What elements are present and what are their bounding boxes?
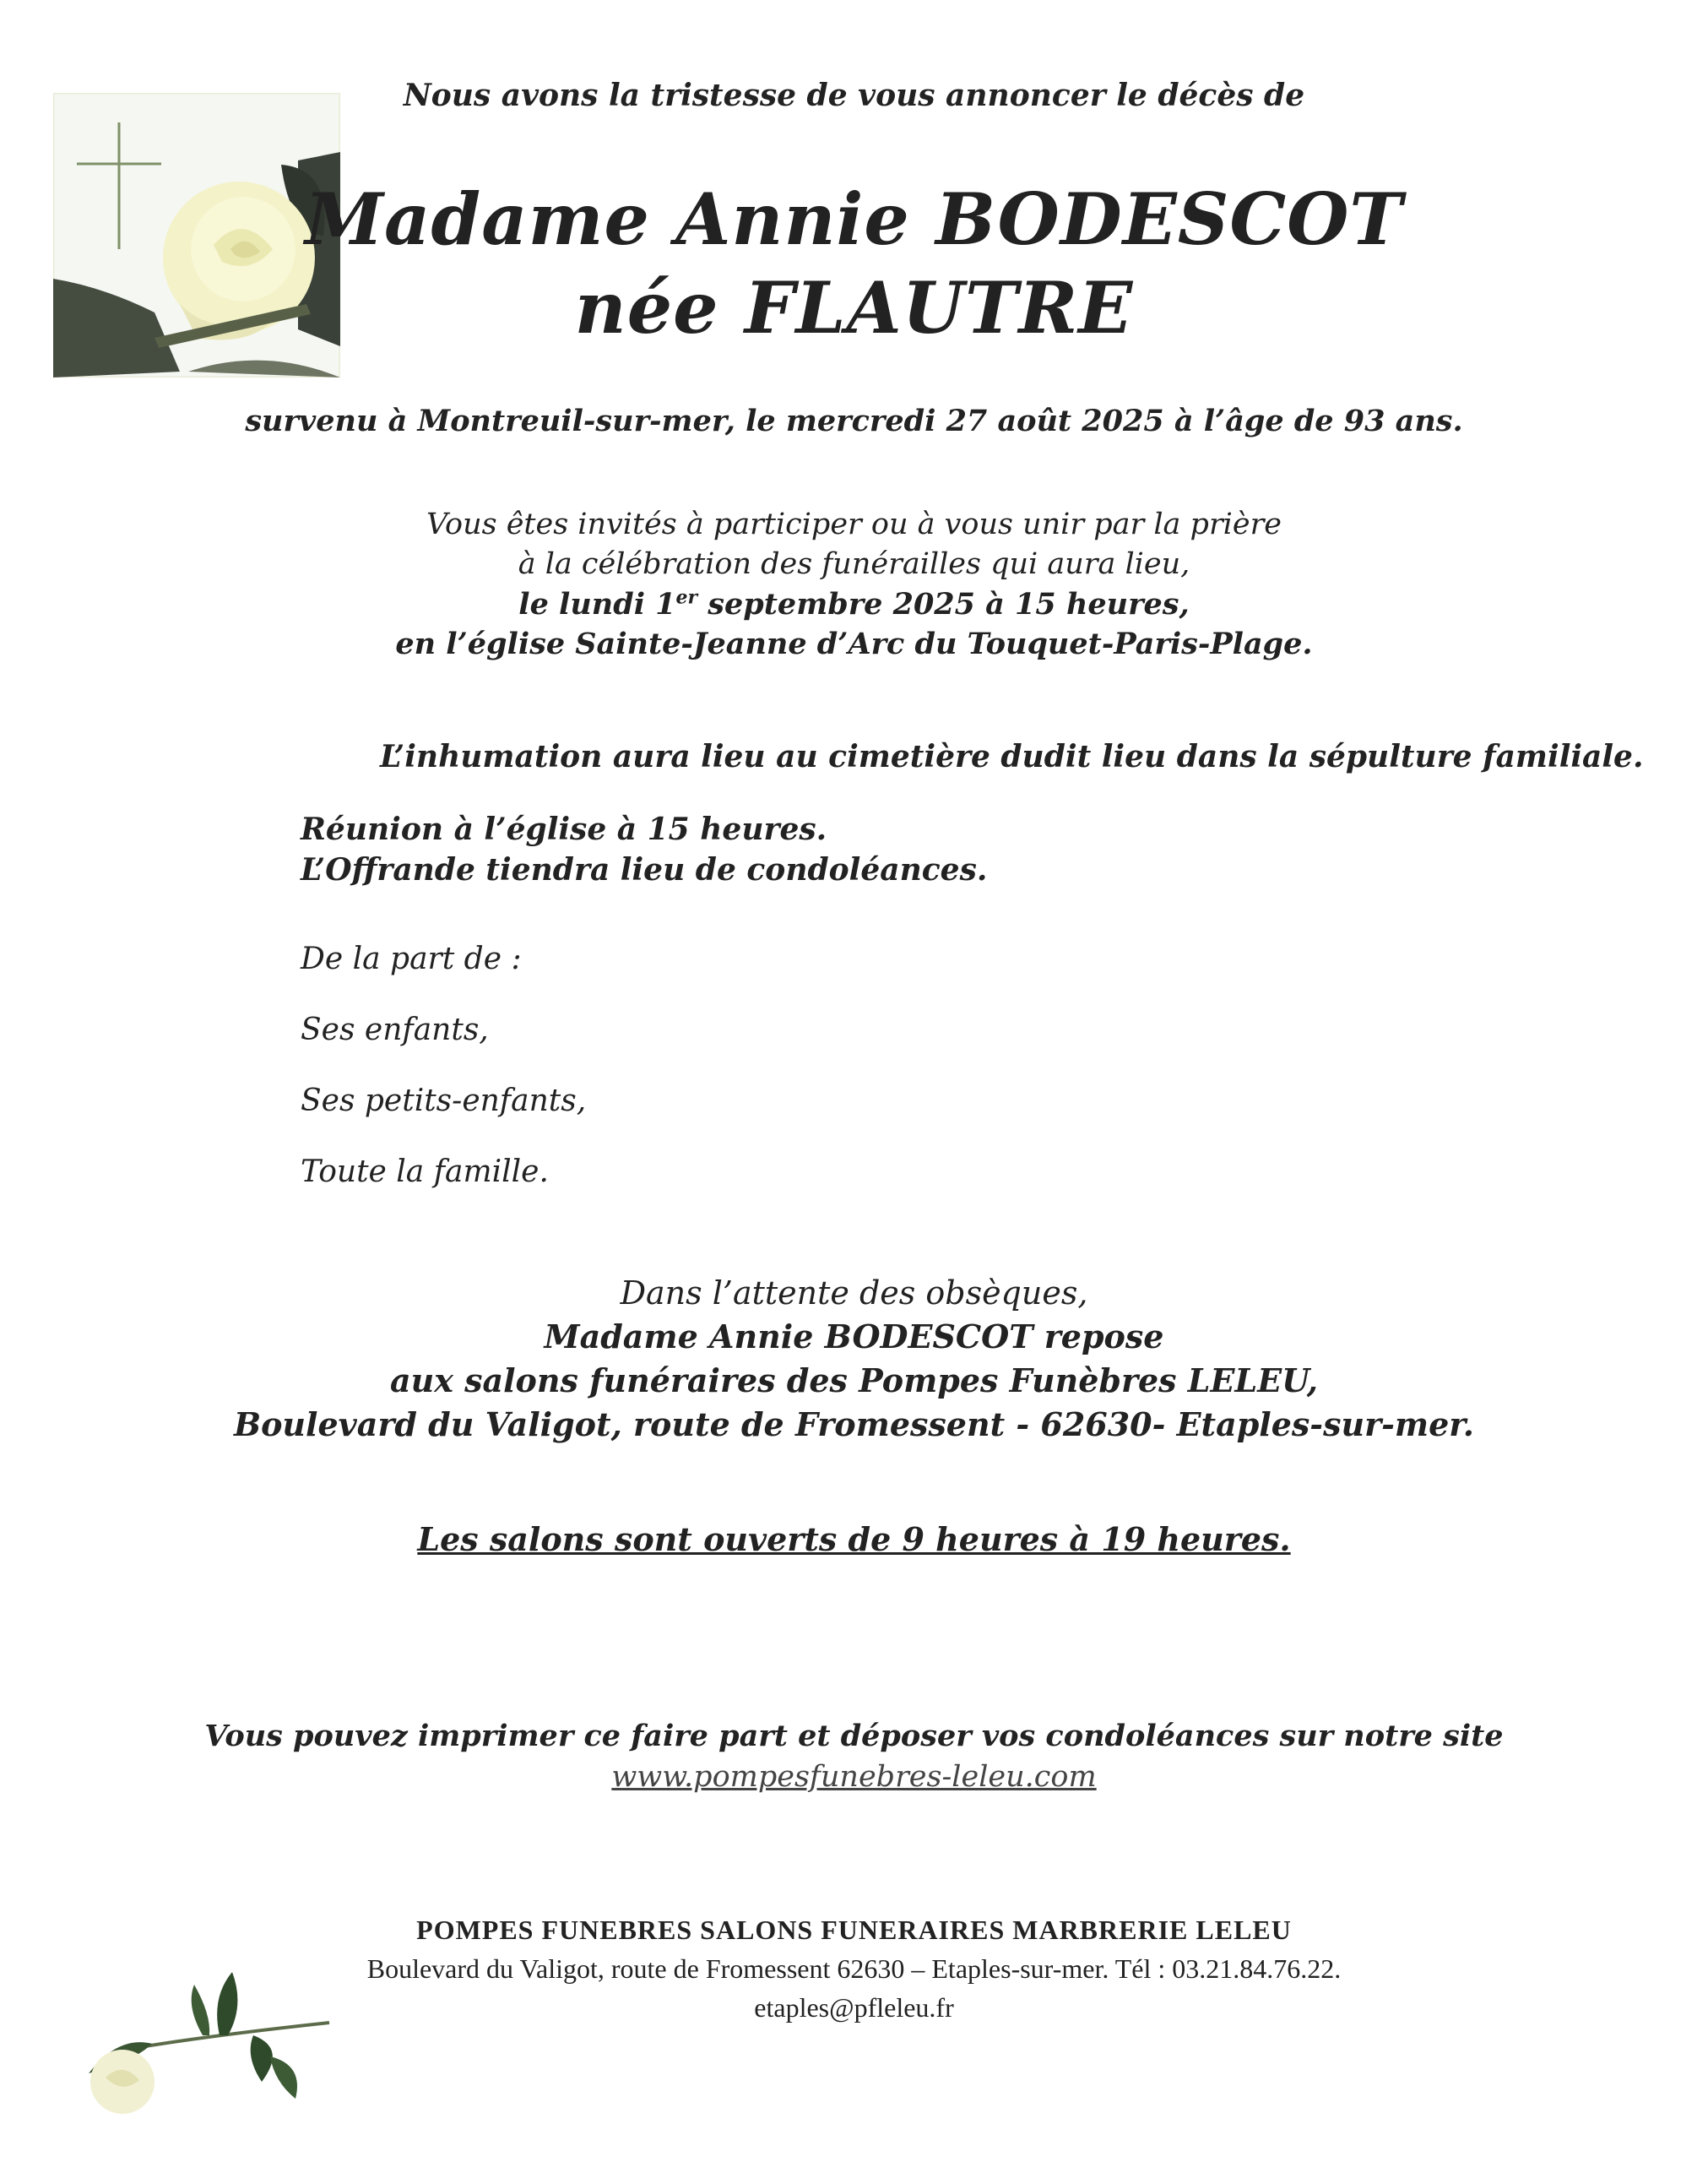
ceremony-line-1: Vous êtes invités à participer ou à vous unir par la prière bbox=[426, 508, 1282, 541]
family-item: Toute la famille. bbox=[301, 1154, 549, 1189]
burial-text: L’inhumation aura lieu au cimetière dudit lieu dans la sépulture familiale. bbox=[380, 739, 1644, 774]
salons-hours: Les salons sont ouverts de 9 heures à 19 heures. bbox=[417, 1520, 1291, 1558]
rest-line-4: Boulevard du Valigot, route de Fromessent - 62630- Etaples-sur-mer. bbox=[233, 1405, 1475, 1443]
from-label: De la part de : bbox=[301, 942, 522, 976]
death-announcement: survenu à Montreuil-sur-mer, le mercredi 27 août 2025 à l’âge de 93 ans. bbox=[245, 404, 1463, 438]
meeting-block bbox=[301, 809, 987, 890]
maiden-name: née FLAUTRE bbox=[574, 266, 1134, 350]
rose-icon bbox=[84, 1955, 338, 2124]
meeting-line-1: Réunion à l’église à 15 heures. bbox=[301, 812, 827, 847]
website-block bbox=[0, 1716, 1708, 1797]
family-item: Ses petits-enfants, bbox=[301, 1084, 587, 1118]
footer-email[interactable]: etaples@pfleleu.fr bbox=[754, 1992, 954, 2023]
footer-address: Boulevard du Valigot, route de Fromessent 62630 – Etaples-sur-mer. Tél : 03.21.84.76.22. bbox=[366, 1953, 1342, 1984]
rest-block bbox=[0, 1271, 1708, 1447]
rest-line-3: aux salons funéraires des Pompes Funèbres LELEU, bbox=[389, 1361, 1319, 1399]
family-item: Ses enfants, bbox=[301, 1013, 489, 1047]
rest-line-1: Dans l’attente des obsèques, bbox=[620, 1274, 1088, 1312]
ceremony-block bbox=[0, 505, 1708, 664]
meeting-line-2: L’Offrande tiendra lieu de condoléances. bbox=[301, 852, 988, 888]
ceremony-location: en l’église Sainte-Jeanne d’Arc du Touquet-Paris-Plage. bbox=[395, 627, 1313, 661]
website-text: Vous pouvez imprimer ce faire part et déposer vos condoléances sur notre site bbox=[204, 1719, 1504, 1753]
footer-title: POMPES FUNEBRES SALONS FUNERAIRES MARBRERIE LELEU bbox=[416, 1915, 1292, 1945]
website-link[interactable]: www.pompesfunebres-leleu.com bbox=[611, 1760, 1097, 1794]
ceremony-date: le lundi 1er septembre 2025 à 15 heures, bbox=[518, 586, 1190, 622]
rest-line-2: Madame Annie BODESCOT repose bbox=[544, 1317, 1164, 1355]
ceremony-line-2: à la célébration des funérailles qui aura lieu, bbox=[518, 547, 1190, 581]
deceased-name: Madame Annie BODESCOT bbox=[305, 177, 1403, 261]
family-block bbox=[301, 942, 586, 1225]
intro-text: Nous avons la tristesse de vous annoncer le décès de bbox=[403, 78, 1305, 113]
